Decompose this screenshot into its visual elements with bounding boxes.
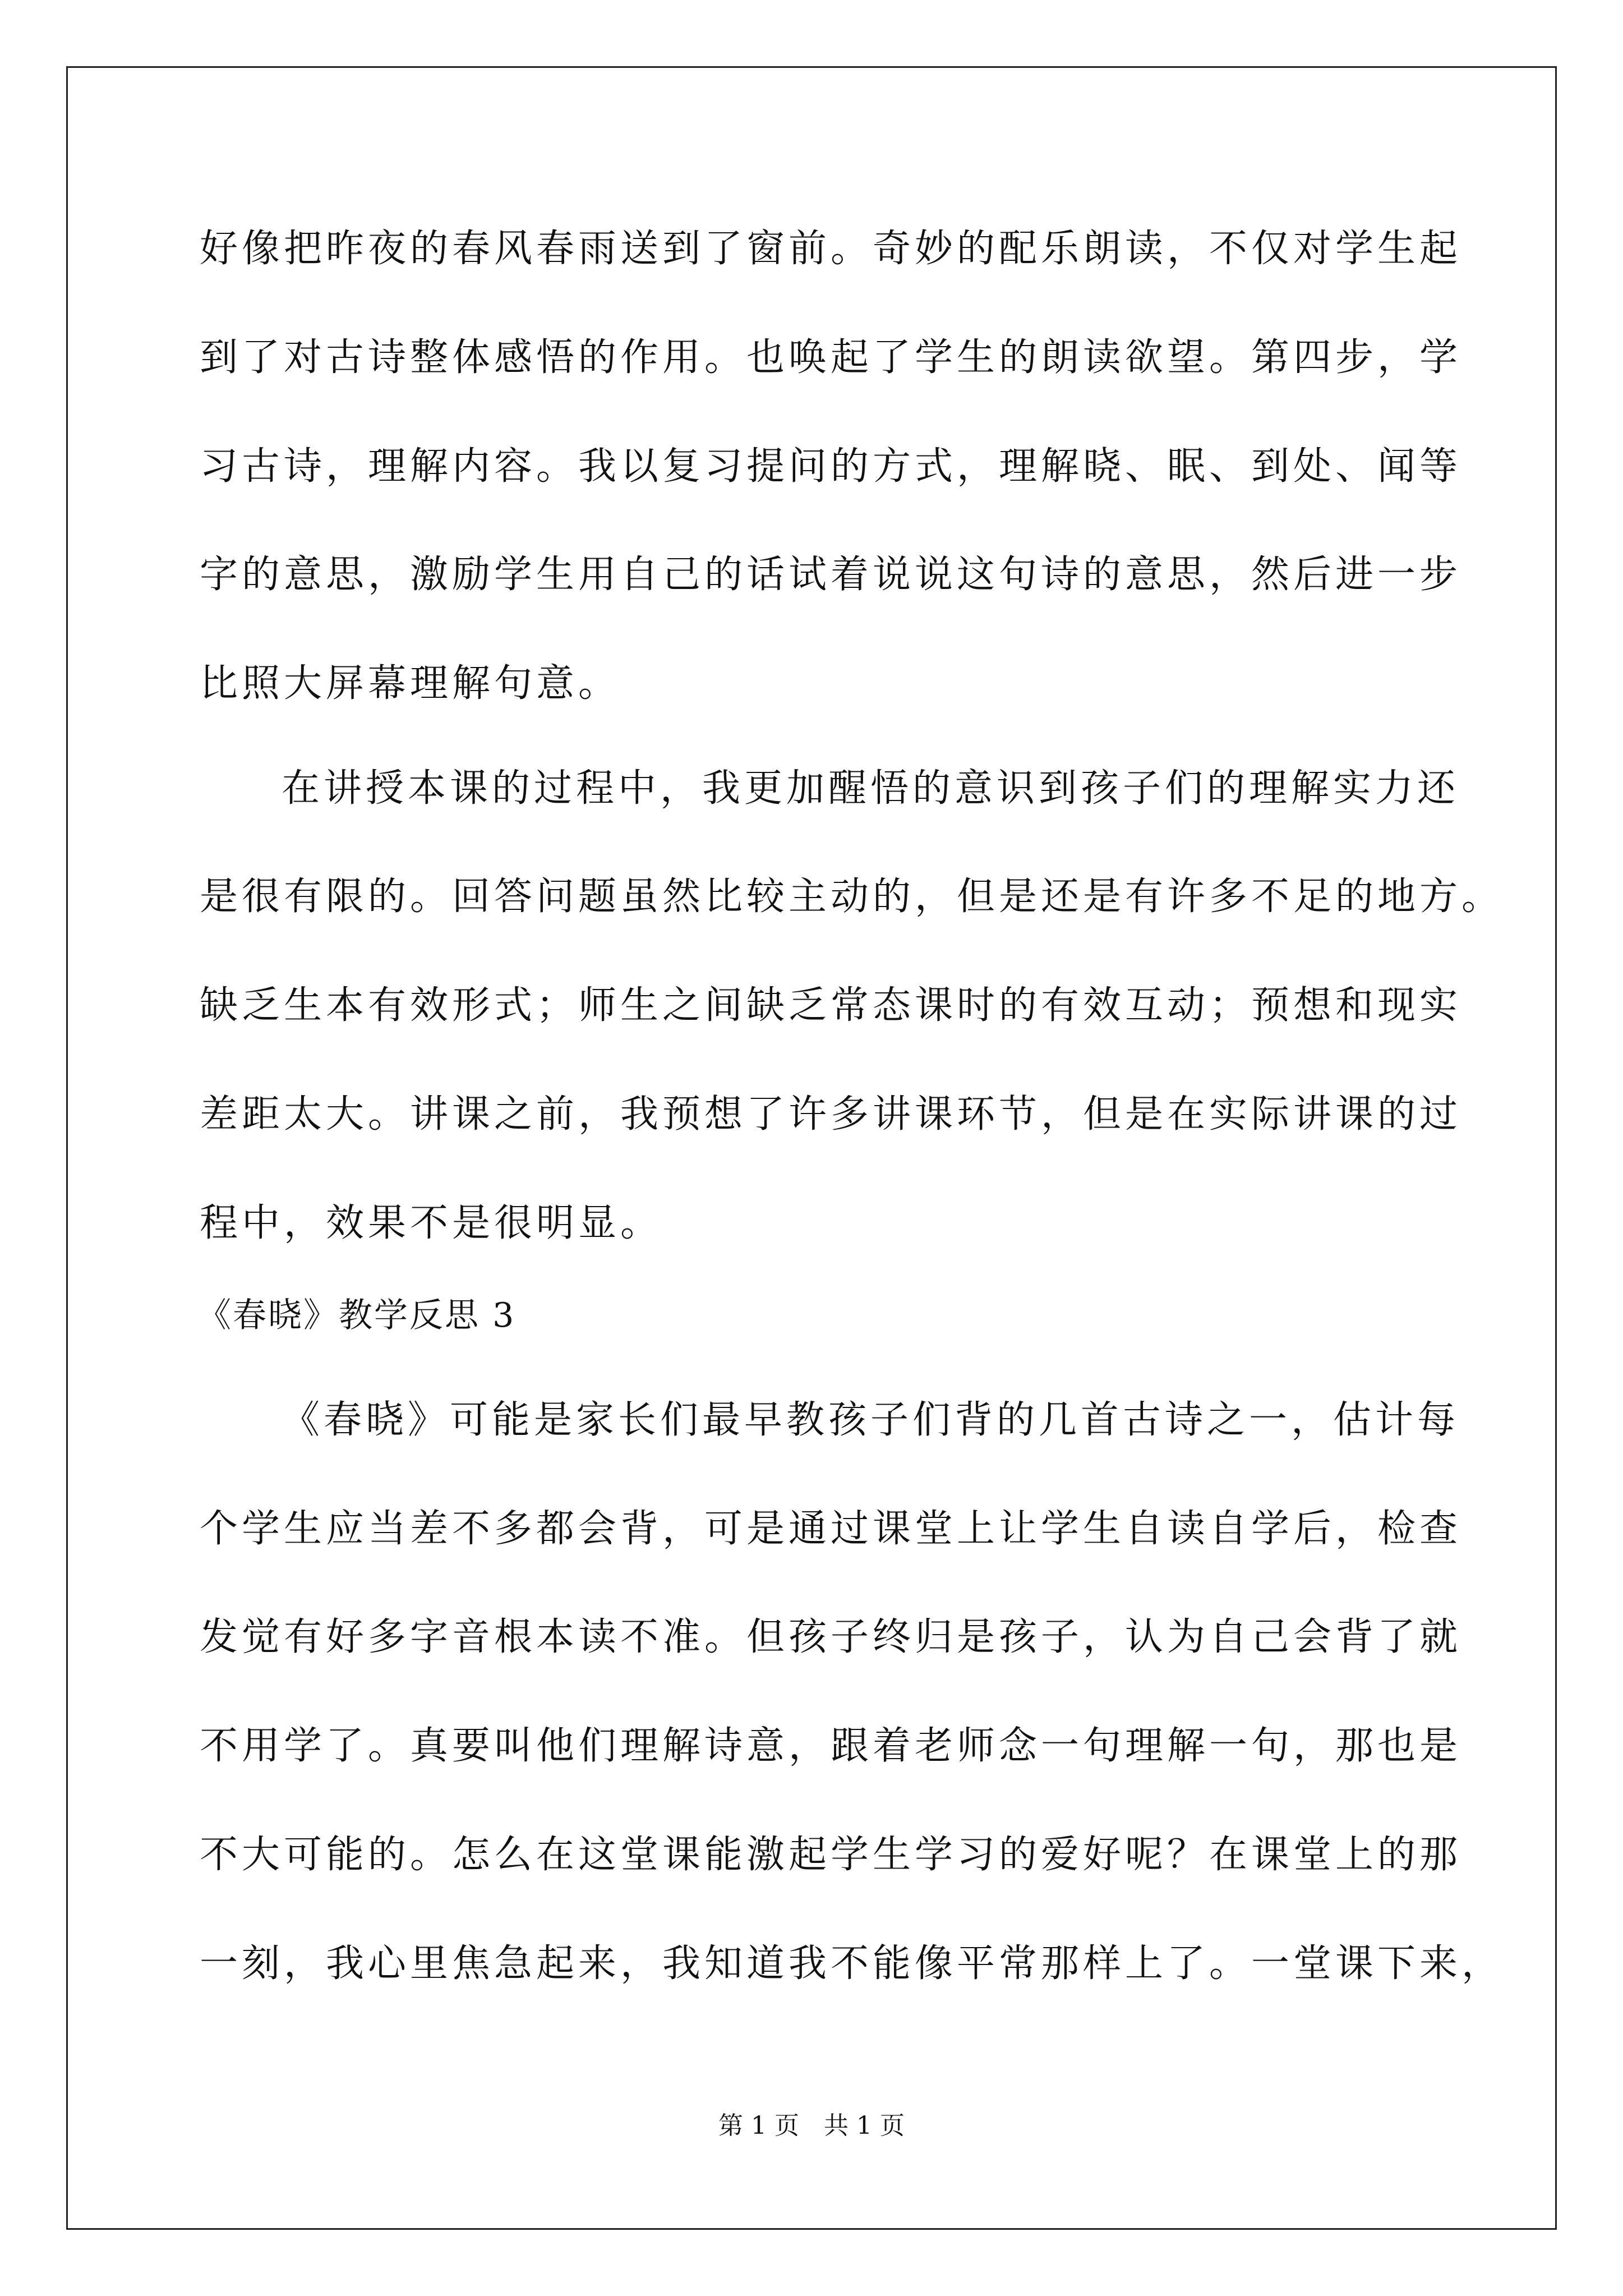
paragraph-line: 《春晓》可能是家长们最早教孩子们背的几首古诗之一，估计每	[282, 1398, 1460, 1442]
page-footer: 第 1 页 共 1 页	[718, 2111, 905, 2140]
paragraph-line: 不大可能的。怎么在这堂课能激起学生学习的爱好呢？在课堂上的那	[200, 1833, 1462, 1877]
paragraph-line: 缺乏生本有效形式；师生之间缺乏常态课时的有效互动；预想和现实	[200, 983, 1462, 1028]
paragraph-line: 差距太大。讲课之前，我预想了许多讲课环节，但是在实际讲课的过	[200, 1092, 1462, 1137]
paragraph-line: 比照大屏幕理解句意。	[200, 661, 621, 706]
paragraph-line: 是很有限的。回答问题虽然比较主动的，但是还是有许多不足的地方。	[200, 875, 1504, 919]
paragraph-line: 发觉有好多字音根本读不准。但孩子终归是孩子，认为自己会背了就	[200, 1615, 1462, 1659]
paragraph-line: 字的意思，激励学生用自己的话试着说说这句诗的意思，然后进一步	[200, 553, 1462, 597]
paragraph-line: 在讲授本课的过程中，我更加醒悟的意识到孩子们的理解实力还	[282, 766, 1460, 811]
paragraph-line: 程中，效果不是很明显。	[200, 1201, 663, 1245]
section-heading: 《春晓》教学反思 3	[197, 1296, 516, 1335]
paragraph-line: 到了对古诗整体感悟的作用。也唤起了学生的朗读欲望。第四步，学	[200, 335, 1462, 380]
paragraph-line: 好像把昨夜的春风春雨送到了窗前。奇妙的配乐朗读，不仅对学生起	[200, 227, 1462, 271]
page-border	[66, 66, 1557, 2230]
paragraph-line: 个学生应当差不多都会背，可是通过课堂上让学生自读自学后，检查	[200, 1507, 1462, 1551]
paragraph-line: 不用学了。真要叫他们理解诗意，跟着老师念一句理解一句，那也是	[200, 1724, 1462, 1768]
paragraph-line: 习古诗，理解内容。我以复习提问的方式，理解晓、眠、到处、闻等	[200, 444, 1462, 489]
paragraph-line: 一刻，我心里焦急起来，我知道我不能像平常那样上了。一堂课下来，	[200, 1941, 1504, 1986]
